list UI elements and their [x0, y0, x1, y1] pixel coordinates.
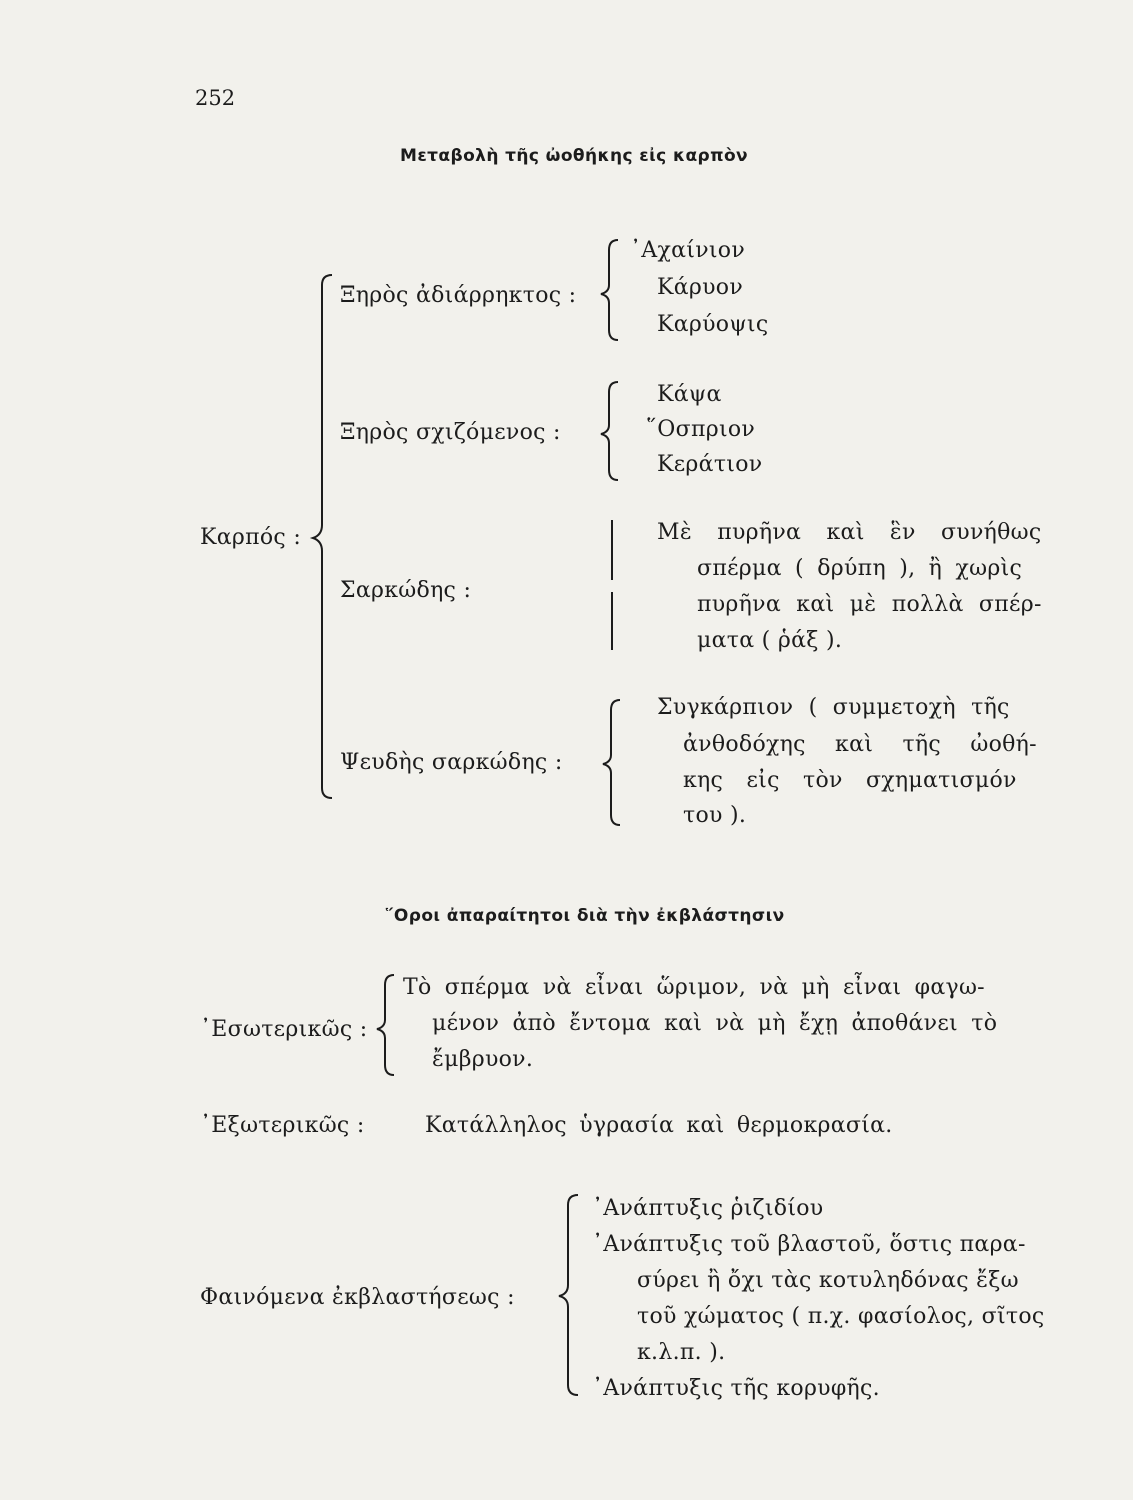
- fleshy-line: πυρῆνα καὶ μὲ πολλὰ σπέρ-: [697, 592, 1042, 617]
- phenomena-line: ᾿Ανάπτυξις τοῦ βλαστοῦ, ὅστις παρα-: [592, 1232, 1026, 1257]
- external-label: ᾿Εξωτερικῶς :: [200, 1113, 365, 1138]
- false-fleshy-line: κης εἰς τὸν σχηματισμόν: [683, 768, 1017, 793]
- phenomena-line: κ.λ.π. ).: [637, 1340, 726, 1365]
- internal-line: ἔμβρυον.: [432, 1047, 534, 1072]
- dry-indehiscent-item: Κάρυον: [657, 275, 744, 300]
- fruit-root-label: Καρπός :: [200, 525, 302, 550]
- phenomena-line: ᾿Ανάπτυξις τῆς κορυφῆς.: [592, 1376, 880, 1401]
- dry-dehiscent-label: Ξηρὸς σχιζόμενος :: [340, 420, 561, 445]
- section-heading-fruit: Μεταβολὴ τῆς ὠοθήκης εἰς καρπὸν: [400, 146, 749, 166]
- dry-dehiscent-item: Κάψα: [657, 382, 722, 407]
- fleshy-label: Σαρκώδης :: [340, 578, 472, 603]
- dry-indehiscent-item: ᾿Αχαίνιον: [630, 238, 746, 263]
- dry-indehiscent-label: Ξηρὸς ἀδιάρρηκτος :: [340, 283, 577, 308]
- internal-line: μένον ἀπὸ ἔντομα καὶ νὰ μὴ ἔχῃ ἀποθάνει τὸ: [432, 1011, 998, 1036]
- phenomena-line: τοῦ χώματος ( π.χ. φασίολος, σῖτος: [637, 1304, 1045, 1329]
- false-fleshy-label: Ψευδὴς σαρκώδης :: [340, 750, 563, 775]
- page-number: 252: [195, 86, 236, 110]
- false-fleshy-line: ἀνθοδόχης καὶ τῆς ὠοθή-: [683, 732, 1037, 757]
- external-text: Κατάλληλος ὑγρασία καὶ θερμοκρασία.: [425, 1113, 893, 1138]
- phenomena-label: Φαινόμενα ἐκβλαστήσεως :: [200, 1285, 515, 1310]
- phenomena-line: σύρει ἢ ὄχι τὰς κοτυληδόνας ἔξω: [637, 1268, 1019, 1293]
- dry-dehiscent-item: ῞Οσπριον: [646, 417, 756, 442]
- fleshy-line: σπέρμα ( δρύπη ), ἢ χωρὶς: [697, 556, 1023, 581]
- false-fleshy-line: Συγκάρπιον ( συμμετοχὴ τῆς: [657, 695, 1010, 720]
- dry-dehiscent-item: Κεράτιον: [657, 452, 763, 477]
- internal-line: Τὸ σπέρμα νὰ εἶναι ὥριμον, νὰ μὴ εἶναι φαγω-: [403, 975, 985, 1000]
- dry-indehiscent-item: Καρύοψις: [657, 312, 769, 337]
- internal-label: ᾿Εσωτερικῶς :: [200, 1017, 368, 1042]
- false-fleshy-line: του ).: [683, 803, 747, 828]
- fleshy-line: Μὲ πυρῆνα καὶ ἓν συνήθως: [657, 520, 1042, 545]
- section-heading-germination: ῞Οροι ἀπαραίτητοι διὰ τὴν ἐκβλάστησιν: [385, 906, 785, 926]
- phenomena-line: ᾿Ανάπτυξις ῥιζιδίου: [592, 1196, 824, 1221]
- fleshy-line: ματα ( ῥάξ ).: [697, 628, 843, 653]
